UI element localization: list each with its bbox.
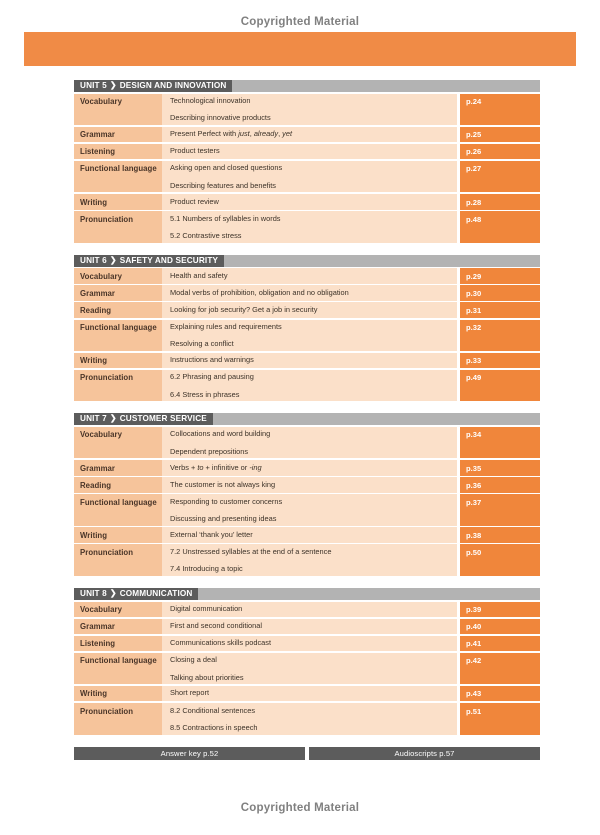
topic-text: Describing innovative products (170, 113, 271, 123)
chevron-right-icon: ❯ (109, 413, 117, 423)
topic-text: Instructions and warnings (170, 355, 254, 365)
contents-row (74, 268, 540, 284)
unit-block (74, 588, 540, 735)
row-topics (162, 127, 457, 143)
chevron-right-icon: ❯ (109, 255, 117, 265)
contents-row (74, 602, 540, 618)
units-list (74, 80, 540, 735)
topic-text: The customer is not always king (170, 479, 276, 489)
row-skill-label: Listening (74, 144, 162, 160)
unit-title: SAFETY AND SECURITY (119, 255, 219, 265)
row-topics (162, 144, 457, 160)
row-page-reference[interactable]: p.27 (460, 161, 540, 193)
topic-text: Resolving a conflict (170, 339, 234, 349)
row-skill-label: Functional language (74, 653, 162, 685)
row-skill-label: Vocabulary (74, 427, 162, 459)
unit-rows (74, 267, 540, 402)
unit-header (74, 80, 540, 92)
unit-header-title (74, 255, 224, 267)
contents-row (74, 211, 540, 243)
topic-text: Dependent prepositions (170, 446, 249, 456)
contents-row (74, 619, 540, 635)
row-topics (162, 194, 457, 210)
contents-row (74, 370, 540, 402)
unit-header-filler (232, 80, 540, 92)
topic-text: First and second conditional (170, 621, 263, 631)
unit-title: COMMUNICATION (119, 588, 193, 598)
unit-rows (74, 425, 540, 576)
contents-row (74, 302, 540, 318)
unit-number: UNIT 8 (80, 588, 107, 598)
chevron-right-icon: ❯ (109, 80, 117, 90)
row-page-reference[interactable]: p.36 (460, 477, 540, 493)
unit-header (74, 413, 540, 425)
row-skill-label: Pronunciation (74, 211, 162, 243)
unit-title: CUSTOMER SERVICE (119, 414, 207, 424)
row-page-reference[interactable]: p.31 (460, 302, 540, 318)
row-page-reference[interactable]: p.24 (460, 94, 540, 126)
unit-header-title (74, 588, 198, 600)
row-topics (162, 653, 457, 685)
row-page-reference[interactable]: p.51 (460, 703, 540, 735)
row-skill-label: Grammar (74, 285, 162, 301)
topic-text: Health and safety (170, 270, 228, 280)
row-page-reference[interactable]: p.42 (460, 653, 540, 685)
row-page-reference[interactable]: p.28 (460, 194, 540, 210)
row-topics (162, 94, 457, 126)
row-skill-label: Vocabulary (74, 602, 162, 618)
row-topics (162, 544, 457, 576)
unit-header (74, 588, 540, 600)
row-page-reference[interactable]: p.38 (460, 527, 540, 543)
unit-number: UNIT 7 (80, 414, 107, 424)
topic-text: Modal verbs of prohibition, obligation and no obligation (170, 287, 349, 297)
contents-row (74, 544, 540, 576)
row-skill-label: Grammar (74, 127, 162, 143)
row-skill-label: Functional language (74, 320, 162, 352)
decorative-orange-banner (24, 32, 576, 66)
row-page-reference[interactable]: p.34 (460, 427, 540, 459)
footer-link[interactable]: Audioscripts p.57 (309, 747, 540, 760)
row-skill-label: Pronunciation (74, 544, 162, 576)
row-skill-label: Pronunciation (74, 703, 162, 735)
topic-text: Product review (170, 196, 219, 206)
row-skill-label: Writing (74, 527, 162, 543)
topic-text: Present Perfect with just, already, yet (170, 129, 293, 139)
unit-block (74, 80, 540, 243)
topic-text: Asking open and closed questions (170, 163, 283, 173)
row-page-reference[interactable]: p.30 (460, 285, 540, 301)
row-page-reference[interactable]: p.49 (460, 370, 540, 402)
unit-header (74, 255, 540, 267)
row-topics (162, 370, 457, 402)
unit-number: UNIT 5 (80, 81, 107, 90)
contents-row (74, 127, 540, 143)
unit-block (74, 413, 540, 576)
row-skill-label: Vocabulary (74, 94, 162, 126)
topic-text: 5.2 Contrastive stress (170, 230, 242, 240)
row-topics (162, 686, 457, 702)
row-page-reference[interactable]: p.41 (460, 636, 540, 652)
contents-row (74, 353, 540, 369)
row-topics (162, 703, 457, 735)
footer-link[interactable]: Answer key p.52 (74, 747, 305, 760)
topic-text: 8.5 Contractions in speech (170, 722, 258, 732)
contents-row (74, 320, 540, 352)
row-skill-label: Writing (74, 686, 162, 702)
contents-row (74, 703, 540, 735)
row-page-reference[interactable]: p.48 (460, 211, 540, 243)
row-page-reference[interactable]: p.43 (460, 686, 540, 702)
unit-rows (74, 600, 540, 735)
row-topics (162, 460, 457, 476)
contents-row (74, 460, 540, 476)
topic-text: Talking about priorities (170, 672, 244, 682)
topic-text: 7.2 Unstressed syllables at the end of a sentence (170, 546, 332, 556)
contents-row (74, 653, 540, 685)
row-topics (162, 211, 457, 243)
row-page-reference[interactable]: p.39 (460, 602, 540, 618)
row-topics (162, 161, 457, 193)
topic-text: Short report (170, 688, 210, 698)
topic-text: Communications skills podcast (170, 638, 272, 648)
contents-row (74, 477, 540, 493)
row-topics (162, 527, 457, 543)
topic-text: Verbs + to + infinitive or -ing (170, 462, 262, 472)
row-skill-label: Grammar (74, 460, 162, 476)
row-skill-label: Reading (74, 302, 162, 318)
row-topics (162, 636, 457, 652)
row-page-reference[interactable]: p.40 (460, 619, 540, 635)
row-skill-label: Functional language (74, 161, 162, 193)
topic-text: 8.2 Conditional sentences (170, 705, 256, 715)
unit-number: UNIT 6 (80, 255, 107, 265)
row-skill-label: Writing (74, 194, 162, 210)
topic-text: External ‘thank you’ letter (170, 529, 253, 539)
contents-row (74, 161, 540, 193)
row-page-reference[interactable]: p.29 (460, 268, 540, 284)
topic-text: 7.4 Introducing a topic (170, 564, 243, 574)
contents-row (74, 285, 540, 301)
topic-text: Looking for job security? Get a job in security (170, 304, 318, 314)
row-topics (162, 602, 457, 618)
topic-text: Describing features and benefits (170, 180, 276, 190)
row-page-reference[interactable]: p.32 (460, 320, 540, 352)
topic-text: 6.2 Phrasing and pausing (170, 372, 254, 382)
row-topics (162, 353, 457, 369)
row-topics (162, 320, 457, 352)
row-page-reference[interactable]: p.25 (460, 127, 540, 143)
contents-row (74, 527, 540, 543)
topic-text: Discussing and presenting ideas (170, 513, 277, 523)
row-skill-label: Functional language (74, 494, 162, 526)
contents-row (74, 636, 540, 652)
row-skill-label: Listening (74, 636, 162, 652)
topic-text: Responding to customer concerns (170, 496, 283, 506)
unit-title: DESIGN AND INNOVATION (119, 81, 227, 90)
unit-header-filler (198, 588, 540, 600)
topic-text: Collocations and word building (170, 429, 271, 439)
row-page-reference[interactable]: p.33 (460, 353, 540, 369)
row-skill-label: Pronunciation (74, 370, 162, 402)
contents-row (74, 94, 540, 126)
contents-row (74, 144, 540, 160)
contents-table (74, 80, 540, 760)
row-skill-label: Vocabulary (74, 268, 162, 284)
footer-links-bar (74, 747, 540, 760)
unit-block (74, 255, 540, 402)
row-topics (162, 477, 457, 493)
topic-text: Technological innovation (170, 96, 251, 106)
contents-row (74, 194, 540, 210)
topic-text: Digital communication (170, 604, 243, 614)
topic-text: 5.1 Numbers of syllables in words (170, 213, 281, 223)
contents-row (74, 686, 540, 702)
row-skill-label: Reading (74, 477, 162, 493)
contents-row (74, 427, 540, 459)
unit-header-filler (213, 413, 540, 425)
chevron-right-icon: ❯ (109, 588, 117, 598)
row-page-reference[interactable]: p.26 (460, 144, 540, 160)
row-page-reference[interactable]: p.35 (460, 460, 540, 476)
row-topics (162, 427, 457, 459)
row-topics (162, 302, 457, 318)
row-topics (162, 268, 457, 284)
unit-header-title (74, 413, 213, 425)
unit-rows (74, 92, 540, 243)
topic-text: Product testers (170, 146, 220, 156)
row-skill-label: Writing (74, 353, 162, 369)
row-skill-label: Grammar (74, 619, 162, 635)
topic-text: Closing a deal (170, 655, 217, 665)
row-topics (162, 494, 457, 526)
copyright-notice-top: Copyrighted Material (240, 16, 360, 28)
row-page-reference[interactable]: p.50 (460, 544, 540, 576)
unit-header-filler (224, 255, 540, 267)
row-topics (162, 619, 457, 635)
topic-text: Explaining rules and requirements (170, 322, 282, 332)
row-page-reference[interactable]: p.37 (460, 494, 540, 526)
row-topics (162, 285, 457, 301)
topic-text: 6.4 Stress in phrases (170, 389, 240, 399)
unit-header-title (74, 80, 232, 92)
contents-row (74, 494, 540, 526)
copyright-notice-bottom: Copyrighted Material (240, 802, 360, 814)
